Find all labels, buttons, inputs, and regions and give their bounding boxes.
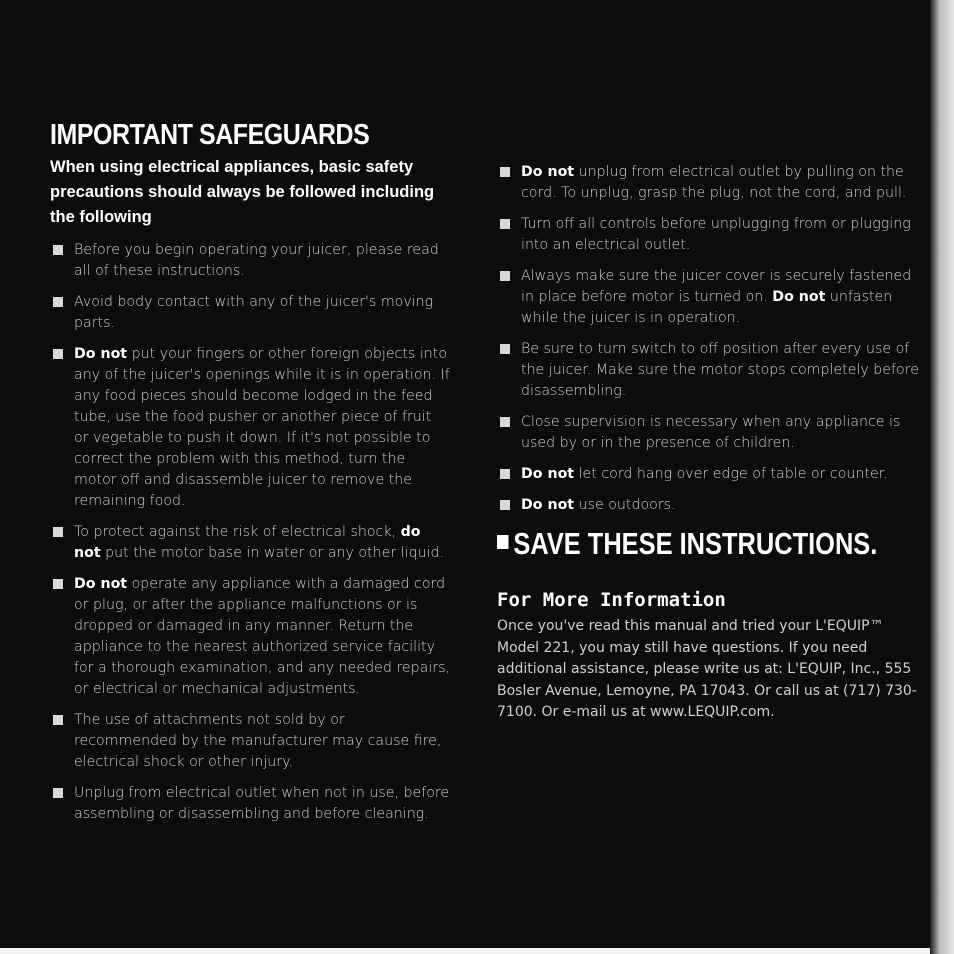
list-item: Always make sure the juicer cover is securely fastened in place before motor is turned on. Do not unfasten while the juicer is in operation. — [497, 266, 922, 329]
right-column — [497, 162, 922, 724]
more-info-text: Once you've read this manual and tried your L'EQUIP™ Model 221, you may still have questions. If you need additional assistance, please write us at: L'EQUIP, Inc., 555 Bosler Avenue, Lemoyne, PA 17043. Or call us at (717) 730-7100. Or e-mail us at www.LEQUIP.com. — [497, 618, 917, 720]
save-instructions-heading: SAVE THESE INSTRUCTIONS. — [497, 526, 846, 562]
list-item: Do not operate any appliance with a damaged cord or plug, or after the appliance malfunctions or is dropped or damaged in any manner. Return the appliance to the nearest authorized service facility for a thorough examination, and any needed repairs, or electrical or mechanical adjustments. — [50, 574, 450, 700]
list-item: Unplug from electrical outlet when not in use, before assembling or disassembling and before cleaning. — [50, 783, 450, 825]
square-bullet-icon — [53, 788, 63, 798]
list-item: Avoid body contact with any of the juicer's moving parts. — [50, 292, 450, 334]
safeguard-list-left — [50, 240, 450, 825]
list-item: Do not use outdoors. — [497, 495, 922, 516]
list-item: Be sure to turn switch to off position after every use of the juicer. Make sure the motor stops completely before disassembling. — [497, 339, 922, 402]
list-item: Turn off all controls before unplugging from or plugging into an electrical outlet. — [497, 214, 922, 256]
square-bullet-icon — [500, 219, 510, 229]
safeguard-list-right — [497, 162, 922, 516]
square-bullet-icon — [500, 167, 510, 177]
square-bullet-icon — [53, 297, 63, 307]
square-bullet-icon — [497, 535, 508, 549]
more-info-heading: For More Information — [497, 589, 726, 611]
page-edge — [930, 0, 954, 954]
square-bullet-icon — [53, 527, 63, 537]
left-column — [50, 118, 450, 835]
square-bullet-icon — [53, 579, 63, 589]
square-bullet-icon — [500, 500, 510, 510]
square-bullet-icon — [53, 349, 63, 359]
square-bullet-icon — [500, 344, 510, 354]
list-item: The use of attachments not sold by or recommended by the manufacturer may cause fire, electrical shock or other injury. — [50, 710, 450, 773]
list-item: Do not unplug from electrical outlet by pulling on the cord. To unplug, grasp the plug, not the cord, and pull. — [497, 162, 922, 204]
square-bullet-icon — [53, 715, 63, 725]
square-bullet-icon — [500, 469, 510, 479]
page-subtitle: When using electrical appliances, basic safety precautions should always be followed including the following — [50, 158, 435, 226]
list-item: Close supervision is necessary when any appliance is used by or in the presence of children. — [497, 412, 922, 454]
list-item: Do not let cord hang over edge of table or counter. — [497, 464, 922, 485]
page-title: IMPORTANT SAFEGUARDS — [50, 119, 370, 151]
list-item: Do not put your fingers or other foreign objects into any of the juicer's openings while it is in operation. If any food pieces should become lodged in the feed tube, use the food pusher or another piece of fruit or vegetable to push it down. If it's not possible to correct the problem with this method, turn the motor off and disassemble juicer to remove the remaining food. — [50, 344, 450, 512]
square-bullet-icon — [500, 271, 510, 281]
list-item: Before you begin operating your juicer, please read all of these instructions. — [50, 240, 450, 282]
list-item: To protect against the risk of electrical shock, do not put the motor base in water or any other liquid. — [50, 522, 450, 564]
square-bullet-icon — [53, 245, 63, 255]
square-bullet-icon — [500, 417, 510, 427]
